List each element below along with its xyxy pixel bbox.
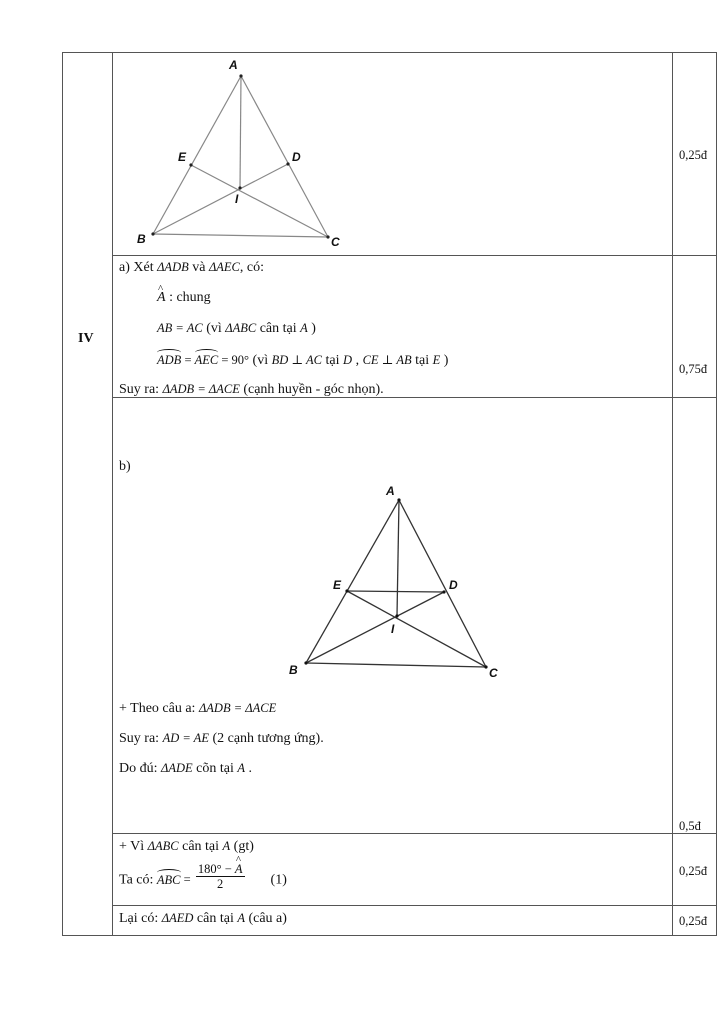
score-4: 0,25đ [679, 864, 708, 878]
part-a-line-4: ADB = AEC = 90° (vì BD ⊥ AC tại D , CE ⊥ AB tại E ) [157, 353, 449, 368]
fig2-label-a: A [386, 484, 395, 498]
triangle-figure-1 [130, 58, 360, 253]
fig1-segment-ce [191, 165, 328, 237]
part-a-line-5: Suy ra: ΔADB = ΔACE (cạnh huyền - góc nhọn). [119, 382, 384, 397]
fig2-label-e: E [333, 578, 342, 592]
fig1-label-d: D [292, 150, 301, 164]
part-a-line-2: ^ A : chung [157, 290, 211, 306]
fig2-label-d: D [449, 578, 458, 592]
fig2-median-ai [397, 500, 399, 616]
fig2-side-ac [399, 500, 486, 667]
fig1-label-a: A [229, 58, 238, 72]
part-c-line-3: Lại có: ΔAED cân tại A (câu a) [119, 911, 287, 926]
fig1-label-c: C [331, 235, 340, 249]
part-b-heading: b) [119, 459, 131, 474]
fig1-side-ac [241, 76, 328, 237]
fig1-label-b: B [137, 232, 146, 246]
part-c-line-1: + Vì ΔABC cân tại A (gt) [119, 839, 254, 854]
score-5: 0,25đ [679, 914, 708, 928]
triangle-figure-2 [280, 484, 510, 684]
fig2-label-c: C [489, 666, 498, 680]
score-2: 0,75đ [679, 362, 708, 376]
angle-fraction: $\frac{180^\circ - \^{} A}{2}$ [196, 862, 245, 891]
fig2-label-b: B [289, 663, 298, 677]
score-1: 0,25đ [679, 148, 708, 162]
fig2-segment-ed [347, 591, 444, 592]
fig1-label-e: E [178, 150, 187, 164]
fig1-label-i: I [235, 192, 239, 206]
fig2-label-i: I [391, 622, 395, 636]
part-b-line-1: + Theo câu a: ΔADB = ΔACE [119, 701, 277, 716]
fig1-side-ab [153, 76, 241, 234]
score-3: 0,5đ [679, 819, 701, 833]
fig1-segment-be [153, 164, 288, 234]
part-b-line-3: Do đú: ΔADE cõn tại A . [119, 761, 252, 776]
part-a-line-3: AB = AC (vì ΔABC cân tại A ) [157, 321, 316, 336]
section-label: IV [78, 331, 94, 346]
fig1-median-ai [240, 76, 241, 188]
fig2-side-bc [306, 663, 486, 667]
part-c-line-2: Ta có: ABC = $\frac{180^\circ - \^{} A}{2}$ (1) [119, 870, 287, 891]
part-b-line-2: Suy ra: AD = AE (2 cạnh tương ứng). [119, 731, 324, 746]
part-a-line-1: a) Xét ΔADB và ΔAEC, có: [119, 260, 265, 275]
fig1-side-bc [153, 234, 328, 237]
fig2-segment-ce [347, 591, 486, 667]
